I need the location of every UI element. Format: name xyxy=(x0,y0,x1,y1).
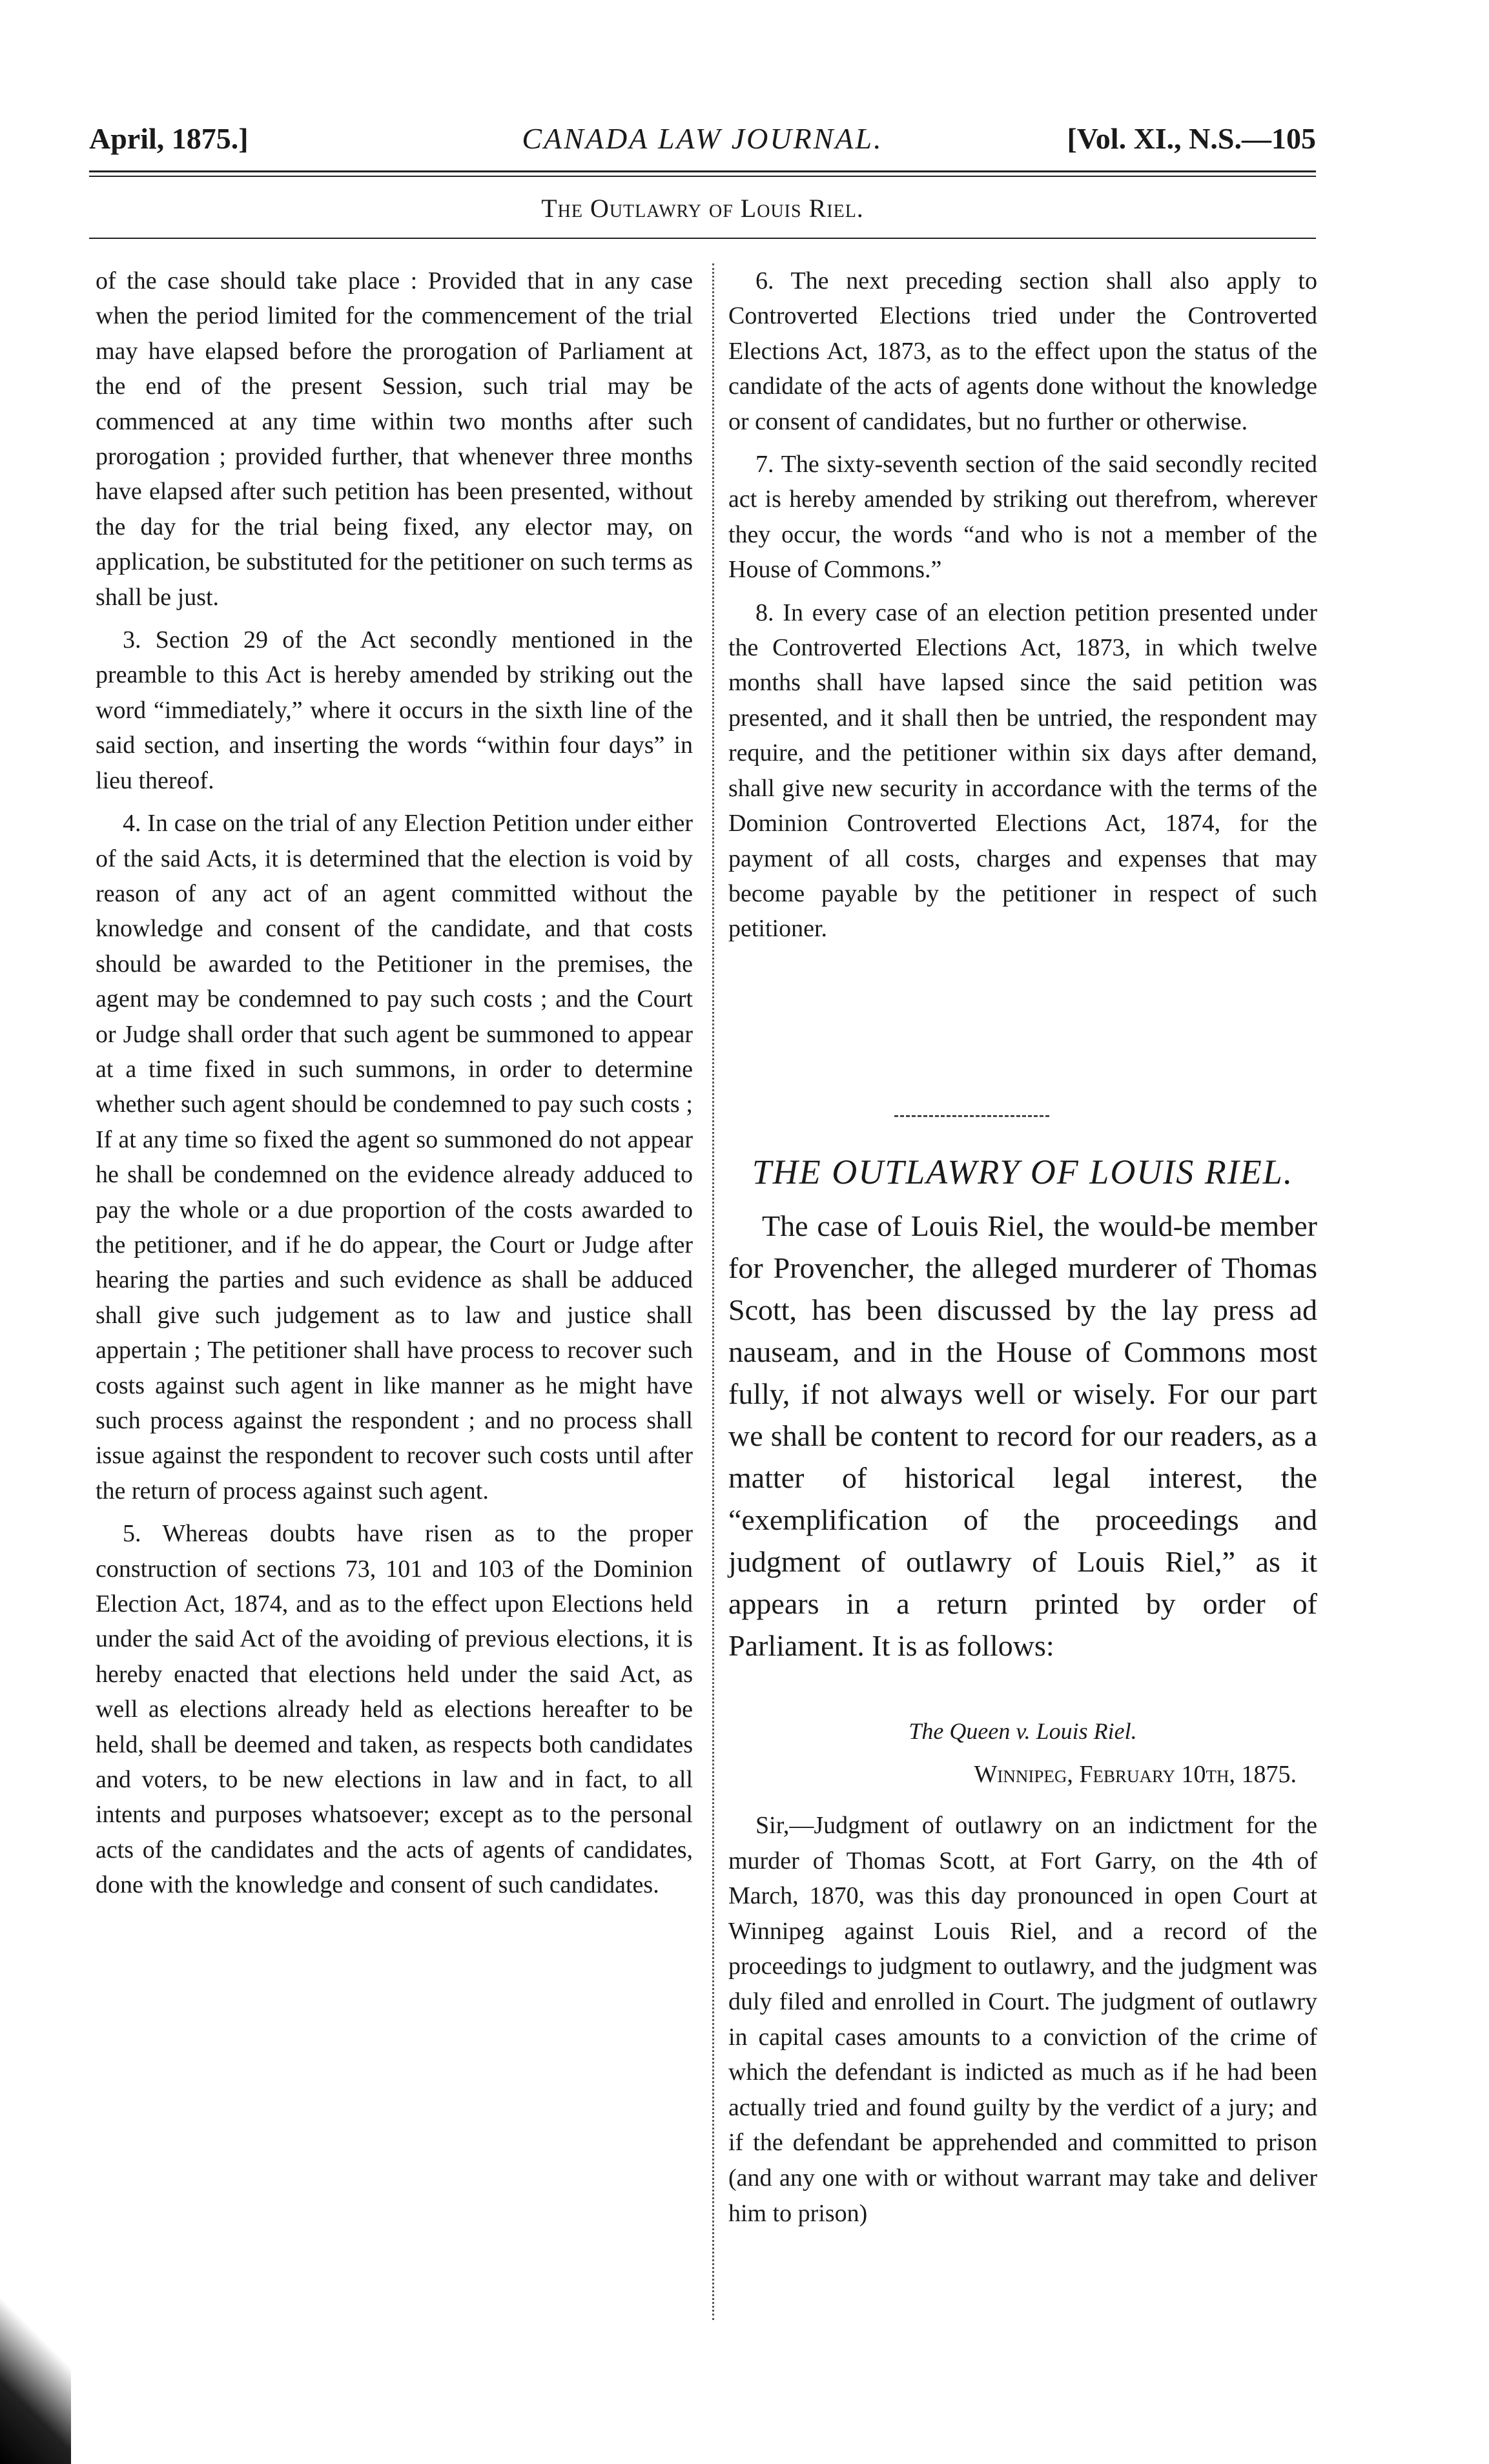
article-title: THE OUTLAWRY OF LOUIS RIEL. xyxy=(752,1153,1294,1191)
section-separator xyxy=(894,1115,1049,1117)
running-head-rule xyxy=(89,238,1316,239)
left-column xyxy=(96,263,693,1911)
letter-dateline: Winnipeg, February 10th, 1875. xyxy=(974,1761,1297,1788)
right-paragraph-section-7: 7. The sixty-seventh section of the said secondly recited act is hereby amended by striking out therefrom, wherever they occur, the words “and who is not a member of the House of Commons.” xyxy=(728,451,1317,584)
header-journal-title: CANADA LAW JOURNAL. xyxy=(522,122,883,155)
header-date: April, 1875.] xyxy=(89,122,249,155)
left-paragraph-1: of the case should take place : Provided that in any case when the period limited for the commencement of the trial may have elapsed before the prorogation of Parliament at the end of the present Session, such trial may be commenced at any time within two months after such prorogation ; provided further, that whenever three months have elapsed after such petition has been presented, without the day for the trial being fixed, any elector may, on application, be substituted for the petitioner on such terms as shall be just. xyxy=(96,267,693,611)
right-paragraph-section-6: 6. The next preceding section shall also apply to Controverted Elections tried under the Controverted Elections Act, 1873, as to the effect upon the status of the candidate of the acts of agents done without the knowledge or consent of candidates, but no further or otherwise. xyxy=(728,267,1317,435)
running-head: The Outlawry of Louis Riel. xyxy=(541,194,864,223)
left-paragraph-section-3: 3. Section 29 of the Act secondly mentioned in the preamble to this Act is hereby amended by striking out the word “immediately,” where it occurs in the sixth line of the said section, and inserting the words “within four days” in lieu thereof. xyxy=(96,626,693,794)
article-intro-block xyxy=(728,1205,1317,1667)
header-rule-bottom xyxy=(89,176,1316,177)
column-divider xyxy=(712,263,714,2320)
right-paragraph-section-8: 8. In every case of an election petition presented under the Controverted Elections Act, 1873, in which twelve months shall have lapsed since the said petition was presented, and it shall then be untried, the respondent may require, and the petitioner within six days after demand, shall give new security in accordance with the terms of the Dominion Controverted Elections Act, 1874, for the payment of all costs, charges and expenses that may become payable by the petitioner in respect of such petitioner. xyxy=(728,599,1317,943)
case-caption: The Queen v. Louis Riel. xyxy=(909,1718,1137,1744)
header-rule-top xyxy=(89,170,1316,172)
left-paragraph-section-4: 4. In case on the trial of any Election Petition under either of the said Acts, it is determined that the election is void by reason of any act of an agent committed without the knowledge and consent of the candidate, and that costs should be awarded to the Petitioner in the premises, the agent may be condemned to pay such costs ; and the Court or Judge shall order that such agent be summoned to appear at a time fixed in such summons, in order to determine whether such agent should be condemned to pay such costs ; If at any time so fixed the agent so summoned do not appear he shall be condemned on the evidence already adduced to pay the whole or a due proportion of the costs awarded to the petitioner, and if he do appear, the Court or Judge after hearing the parties and such evidence as shall be adduced shall give such judgement as to law and justice shall appertain ; The petitioner shall have process to recover such costs against such agent in like manner as he might have such process against the respondent ; and no process shall issue against the respondent to recover such costs until after the return of process against such agent. xyxy=(96,810,693,1504)
right-column-top xyxy=(728,263,1317,954)
page-edge-shadow xyxy=(0,2296,71,2464)
header-volume-page: [Vol. XI., N.S.—105 xyxy=(1067,122,1316,155)
article-intro: The case of Louis Riel, the would-be member for Provencher, the alleged murderer of Thomas Scott, has been discussed by the lay press ad nauseam, and in the House of Commons most fully, if not always well or wisely. For our part we shall be content to record for our readers, as a matter of historical legal interest, the “exemplification of the proceedings and judgment of outlawry of Louis Riel,” as it appears in a return printed by order of Parliament. It is as follows: xyxy=(728,1209,1317,1662)
letter-block xyxy=(728,1808,1317,2231)
left-paragraph-section-5: 5. Whereas doubts have risen as to the proper construction of sections 73, 101 and 103 of the Dominion Election Act, 1874, and as to the effect upon Elections held under the said Act of the avoiding of previous elections, it is hereby enacted that elections held under the said Act, as well as elections already held as elections hereafter to be held, shall be deemed and taken, as respects both candidates and voters, to be new elections in law and in fact, to all intents and purposes whatsoever; except as to the personal acts of the candidates and the acts of agents of candidates, done with the knowledge and consent of such candidates. xyxy=(96,1520,693,1899)
page-header xyxy=(89,116,1316,161)
letter-text: Sir,—Judgment of outlawry on an indictment for the murder of Thomas Scott, at Fort Garry, on the 4th of March, 1870, was this day pronounced in open Court at Winnipeg against Louis Riel, and a record of the proceedings to judgment to outlawry, and the judgment was duly filed and enrolled in Court. The judgment of outlawry in capital cases amounts to a conviction of the crime of which the defendant is indicted as much as if he had been actually tried and found guilty by the verdict of a jury; and if the defendant be apprehended and committed to prison (and any one with or without warrant may take and deliver him to prison) xyxy=(728,1812,1317,2227)
